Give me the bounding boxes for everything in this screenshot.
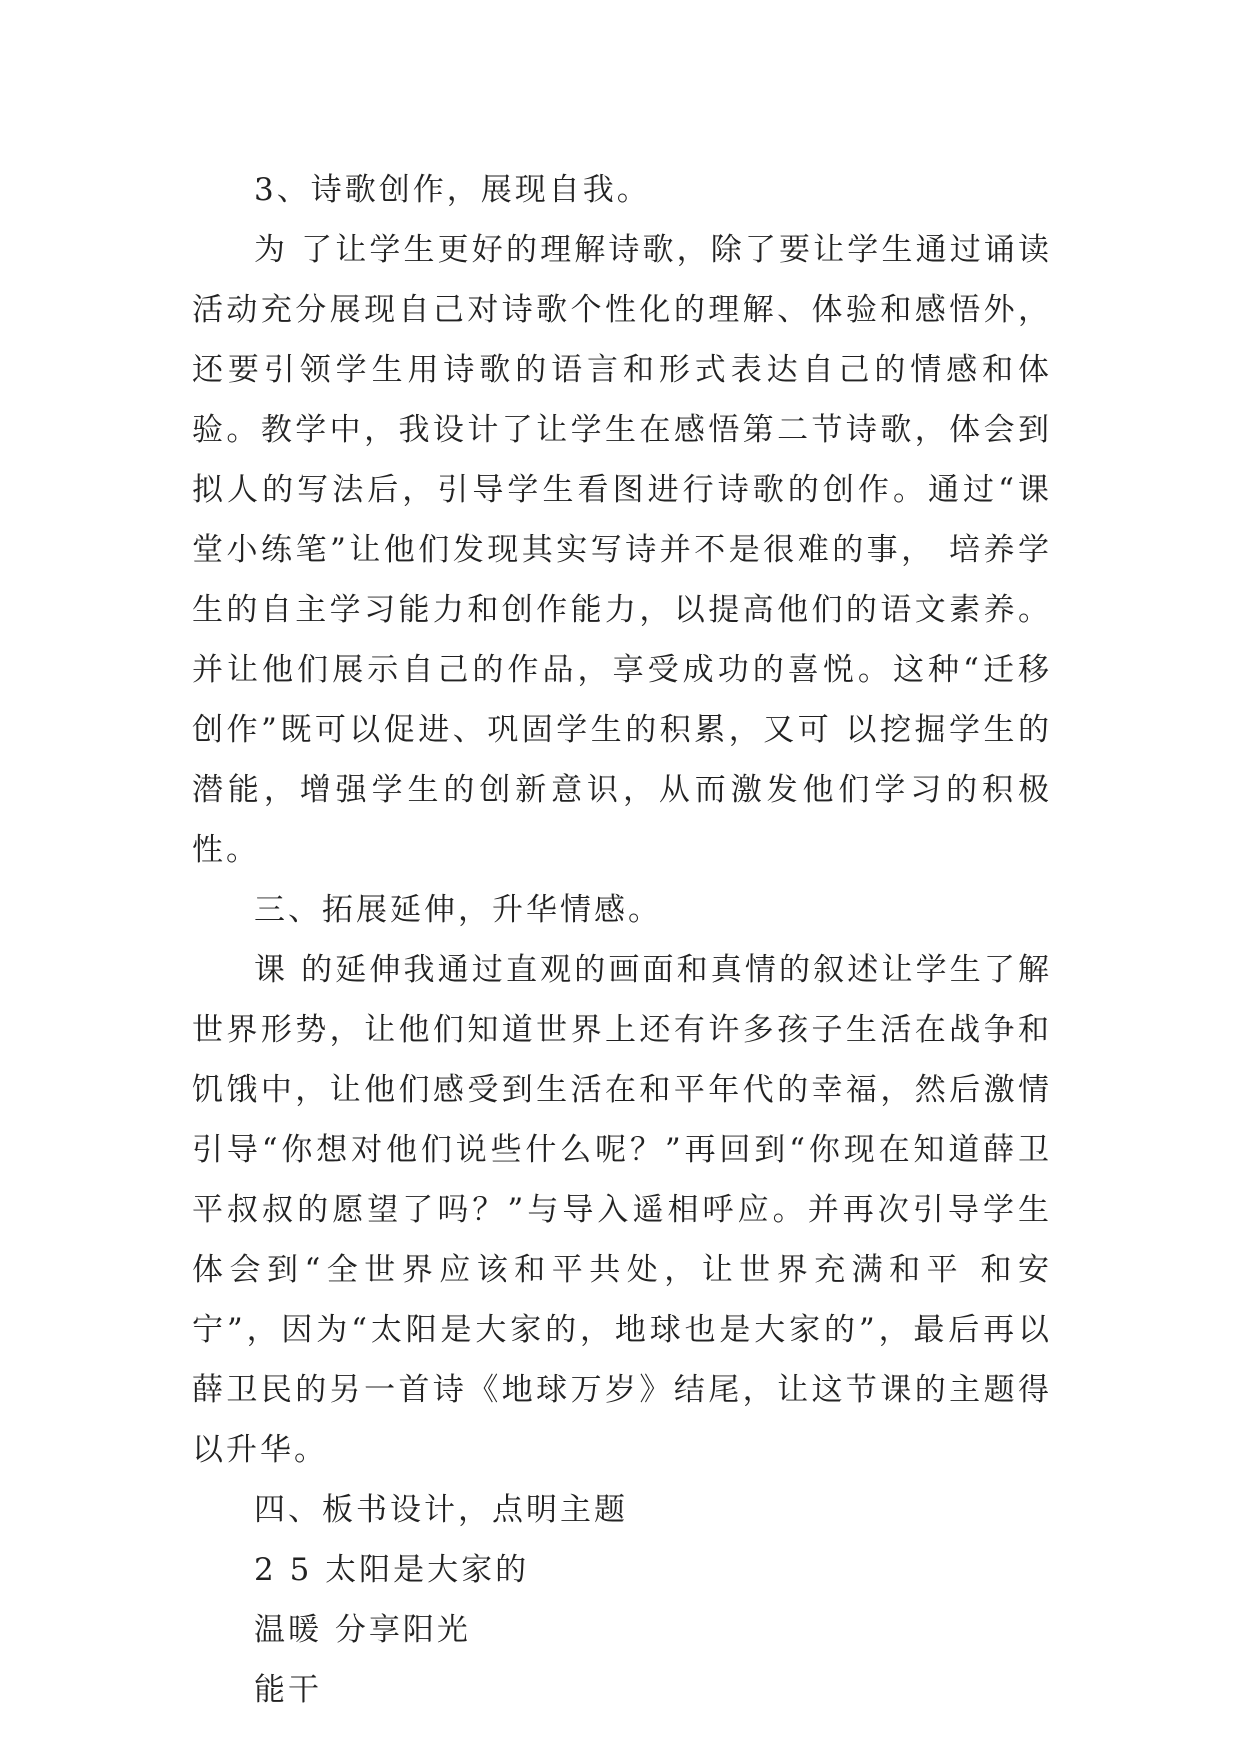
section-heading-board: 四、板书设计，点明主题 — [254, 1492, 628, 1528]
board-line-2: 能干 — [254, 1672, 322, 1708]
paragraph-extend: 课 的延伸我通过直观的画面和真情的叙述让学生了解世界形势，让他们知道世界上还有许多孩子生活在战争和饥饿中，让他们感受到生活在和平年代的幸福，然后激情 引导“你想对他们说些什么呢？”再回到“你现在知道薛卫平叔叔的愿望了吗？”与导入遥相呼应。并再次引导学生体会到“全世界应该和平共处，让世界充满和平 和安宁”，因为“太阳是大家的，地球也是大家的”，最后再以薛卫民的另一首诗《地球万岁》结尾，让这节课的主题得以升华。 — [192, 952, 1052, 1468]
board-title: 2 5 太阳是大家的 — [254, 1552, 530, 1588]
paragraph-poetry: 为 了让学生更好的理解诗歌，除了要让学生通过诵读活动充分展现自己对诗歌个性化的理解、体验和感悟外，还要引领学生用诗歌的语言和形式表达自己的情感和体 验。教学中，我设计了让学生在感悟第二节诗歌，体会到拟人的写法后，引导学生看图进行诗歌的创作。通过“课堂小练笔”让他们发现其实写诗并不是很难的事， 培养学生的自主学习能力和创作能力，以提高他们的语文素养。并让他们展示自己的作品，享受成功的喜悦。这种“迁移创作”既可以促进、巩固学生的积累，又可 以挖掘学生的潜能，增强学生的创新意识，从而激发他们学习的积极性。 — [192, 232, 1052, 868]
document-body — [192, 160, 1052, 1720]
board-line-1: 温暖 分享阳光 — [254, 1612, 471, 1648]
section-heading-extend: 三、拓展延伸，升华情感。 — [254, 892, 662, 928]
section-heading-poetry: 3、诗歌创作，展现自我。 — [254, 172, 651, 208]
